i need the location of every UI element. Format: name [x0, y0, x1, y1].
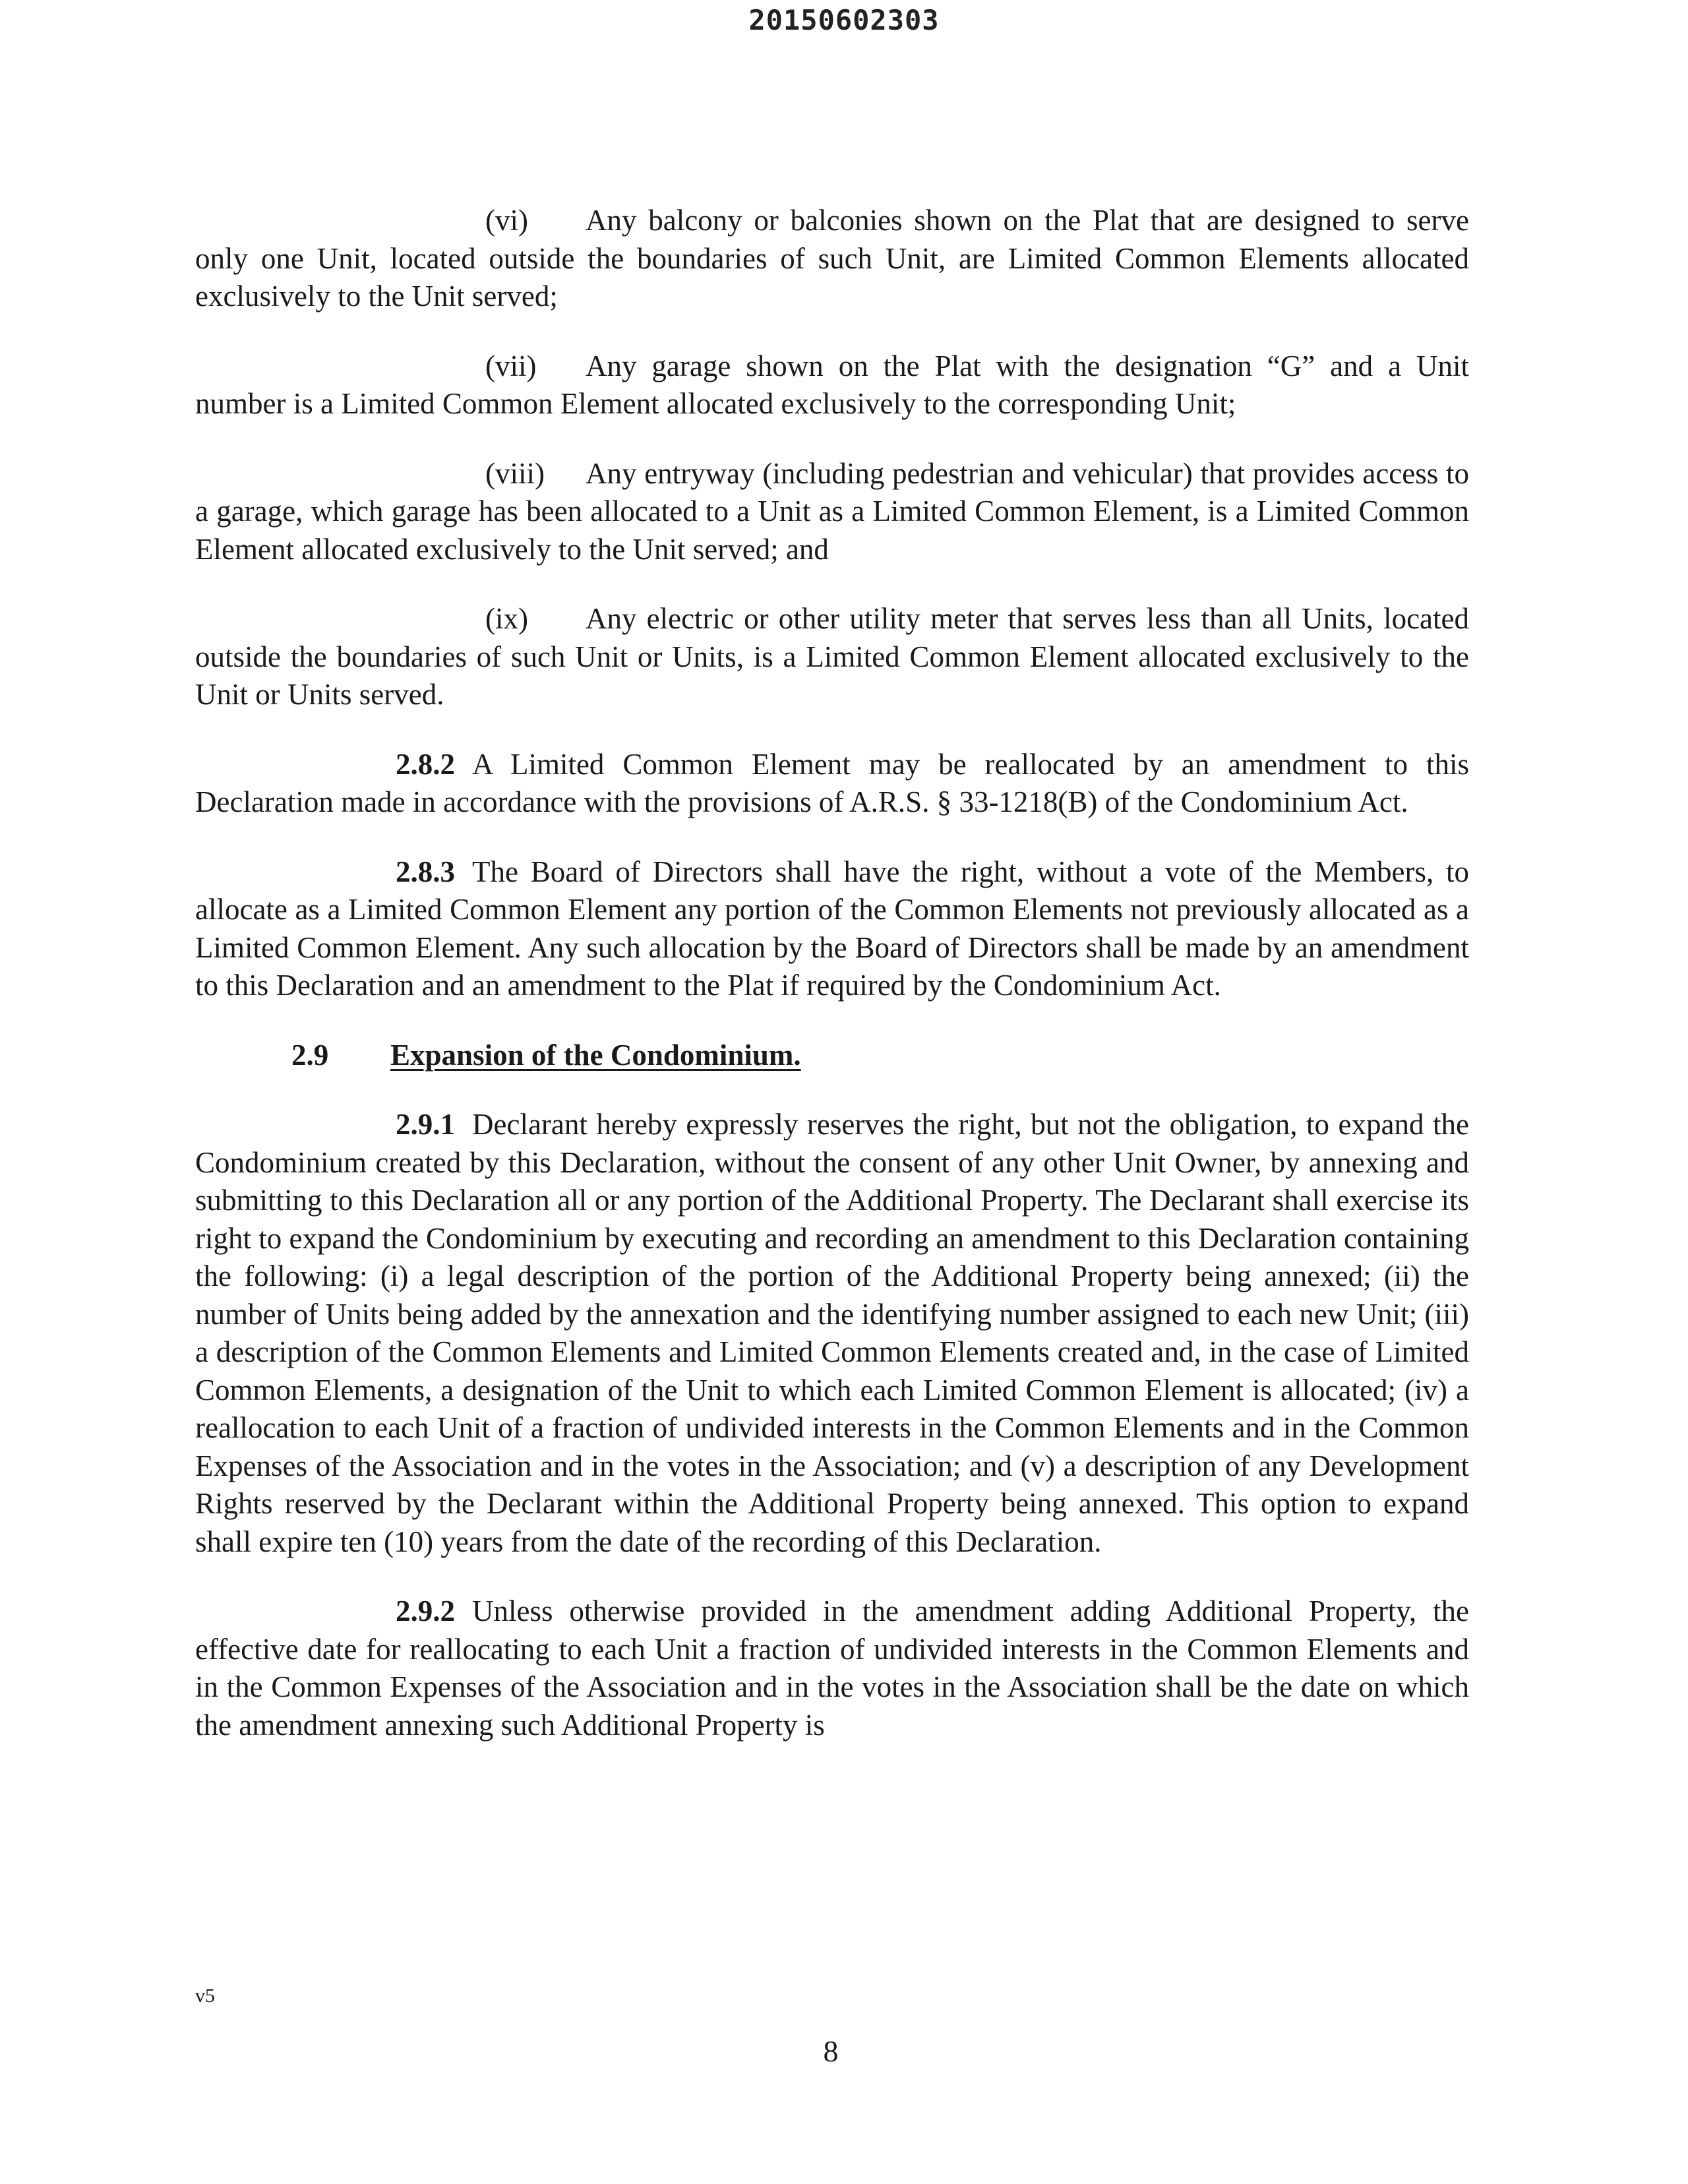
page-number: 8: [823, 2034, 839, 2068]
paragraph-number: (viii): [485, 456, 545, 490]
section-2-8-2: [195, 746, 1469, 822]
paragraph-number: (ix): [485, 602, 528, 635]
recording-number: 20150602303: [748, 4, 940, 36]
section-text: Unless otherwise provided in the amendment adding Additional Property, the effective date for reallocating to each Unit a fraction of undivided interests in the Common Elements and in the Common Expenses of the Association and in the votes in the Association shall be the date on which the amendment annexing such Additional Property is: [195, 1594, 1469, 1742]
section-heading-2-9: [195, 1037, 1469, 1075]
paragraph-vii: [195, 348, 1469, 423]
heading-number: 2.9: [291, 1038, 329, 1072]
section-number: 2.8.3: [396, 855, 455, 888]
paragraph-vi: [195, 202, 1469, 316]
section-2-8-3: [195, 853, 1469, 1005]
section-number: 2.9.2: [396, 1594, 455, 1627]
paragraph-text: Any garage shown on the Plat with the designation “G” and a Unit number is a Limited Common Element allocated exclusively to the corresponding Unit;: [195, 349, 1469, 420]
section-text: Declarant hereby expressly reserves the right, but not the obligation, to expand the Condominium created by this Declaration, without the consent of any other Unit Owner, by annexing and submitting to this Declaration all or any portion of the Additional Property. The Declarant shall exercise its right to expand the Condominium by executing and recording an amendment to this Declaration containing the following: (i) a legal description of the portion of the Additional Property being annexed; (ii) the number of Units being added by the annexation and the identifying number assigned to each new Unit; (iii) a description of the Common Elements and Limited Common Elements created and, in the case of Limited Common Elements, a designation of the Unit to which each Limited Common Element is allocated; (iv) a reallocation to each Unit of a fraction of undivided interests in the Common Elements and in the Common Expenses of the Association and in the votes in the Association; and (v) a description of any Development Rights reserved by the Declarant within the Additional Property being annexed. This option to expand shall expire ten (10) years from the date of the recording of this Declaration.: [195, 1108, 1470, 1558]
version-label: v5: [195, 1985, 215, 2007]
paragraph-text: Any electric or other utility meter that serves less than all Units, located outside the boundaries of such Unit or Units, is a Limited Common Element allocated exclusively to the Unit or Units served.: [195, 602, 1469, 711]
section-text: A Limited Common Element may be reallocated by an amendment to this Declaration made in accordance with the provisions of A.R.S. § 33-1218(B) of the Condominium Act.: [195, 747, 1469, 818]
paragraph-text: Any entryway (including pedestrian and vehicular) that provides access to a garage, which garage has been allocated to a Unit as a Limited Common Element, is a Limited Common Element allocated exclusively to the Unit served; and: [195, 456, 1469, 566]
heading-title: Expansion of the Condominium.: [390, 1038, 801, 1072]
document-body: [195, 202, 1469, 1776]
paragraph-viii: [195, 455, 1469, 569]
section-number: 2.8.2: [396, 747, 455, 781]
section-text: The Board of Directors shall have the right, without a vote of the Members, to allocate as a Limited Common Element any portion of the Common Elements not previously allocated as a Limited Common Element. Any such allocation by the Board of Directors shall be made by an amendment to this Declaration and an amendment to the Plat if required by the Condominium Act.: [195, 855, 1469, 1002]
section-number: 2.9.1: [396, 1108, 455, 1141]
paragraph-number: (vi): [485, 204, 528, 237]
paragraph-number: (vii): [485, 349, 537, 382]
paragraph-ix: [195, 600, 1469, 714]
section-2-9-2: [195, 1592, 1469, 1744]
paragraph-text: Any balcony or balconies shown on the Plat that are designed to serve only one Unit, located outside the boundaries of such Unit, are Limited Common Elements allocated exclusively to the Unit served;: [195, 204, 1469, 313]
section-2-9-1: [195, 1106, 1469, 1561]
